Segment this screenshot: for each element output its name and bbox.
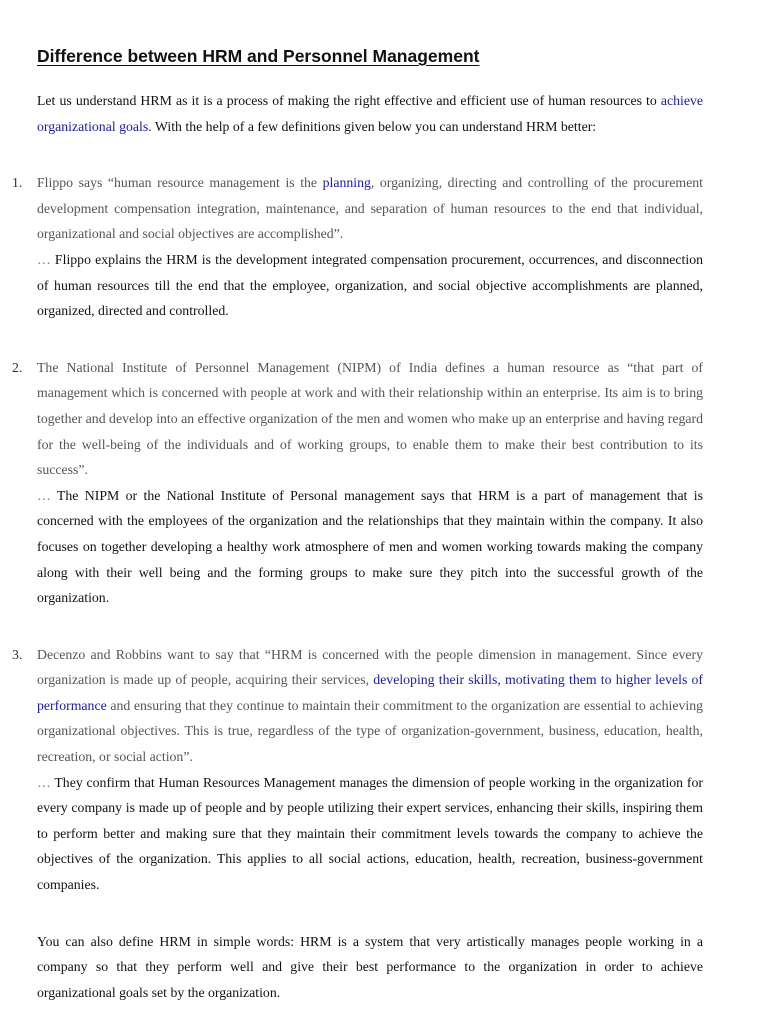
page-title: Difference between HRM and Personnel Management — [37, 46, 480, 66]
list-number: 1. — [12, 175, 23, 191]
explanation-text: They confirm that Human Resources Management manages the dimension of people working in the organization for every company is made up of people and by people utilizing their expert services, enhancing their skills, inspiring them to perform better and making sure that they maintain their commitment levels towards the company to achieve the objectives of the organization. This applies to all social actions, education, health, recreation, business-government companies. — [37, 774, 703, 893]
quote-text: , organizing, directing and controlling of the procurement development compensation integration, maintenance, and separation of human resources to the end that individual, organizational and social objectives are accomplished”. — [37, 175, 703, 242]
definition-quote — [37, 642, 703, 770]
ellipsis: … — [37, 774, 51, 790]
intro-paragraph — [37, 88, 703, 139]
list-item-flippo — [12, 170, 703, 324]
ellipsis: … — [37, 251, 51, 267]
intro-text-before: Let us understand HRM as it is a process of making the right effective and efficient use of human resources to — [37, 93, 661, 108]
quote-text: and ensuring that they continue to maintain their commitment to the organization are essential to achieving organizational objectives. This is true, regardless of the type of organization-government, business, education, health, recreation, or social action”. — [37, 697, 703, 765]
definition-quote — [37, 170, 703, 247]
definition-quote: The National Institute of Personnel Management (NIPM) of India defines a human resource as “that part of management which is concerned with people at work and with their relationship within an enterprise. Its aim is to bring together and develop into an effective organization of the men and women who make up an enterprise and having regard for the well-being of the individuals and of working groups, to enable them to make their best contribution to its success”. — [37, 359, 703, 478]
closing-paragraph: You can also define HRM in simple words: HRM is a system that very artistically manages people working in a company so that they perform well and give their best performance to the organization in order to achieve organizational goals set by the organization. — [37, 933, 703, 1000]
explanation-text: Flippo explains the HRM is the development integrated compensation procurement, occurrences, and disconnection of human resources till the end that the employee, organization, and social objective accomplishments are planned, organized, directed and controlled. — [37, 251, 703, 319]
list-item-nipm — [12, 355, 703, 611]
ellipsis: … — [37, 487, 51, 503]
document-page — [12, 44, 703, 1005]
list-number: 3. — [12, 646, 23, 662]
explanation-text: The NIPM or the National Institute of Personal management says that HRM is a part of management that is concerned with the employees of the organization and the relationships that they maintain within the company. It also focuses on together developing a healthy work atmosphere of men and women working towards making the company along with their well being and the forming groups to make sure they pitch into the successful growth of the organization. — [37, 487, 703, 606]
list-item-decenzo-robbins — [12, 642, 703, 898]
link-planning[interactable]: planning — [322, 175, 371, 191]
quote-text: Flippo says “human resource management is the — [37, 175, 323, 191]
link-developing-skills[interactable]: developing their skills, motivating them to higher levels of performance — [37, 672, 703, 713]
list-number: 2. — [12, 359, 23, 375]
definition-explanation — [37, 483, 703, 611]
definition-explanation — [37, 247, 703, 324]
intro-text-after: . With the help of a few definitions given below you can understand HRM better: — [148, 118, 597, 134]
quote-text: Decenzo and Robbins want to say that “HRM is concerned with the people dimension in management. Since every organization is made up of people, acquiring their services, — [37, 646, 703, 688]
link-achieve-organizational-goals[interactable]: achieve organizational goals — [37, 93, 703, 134]
definition-explanation — [37, 770, 703, 898]
